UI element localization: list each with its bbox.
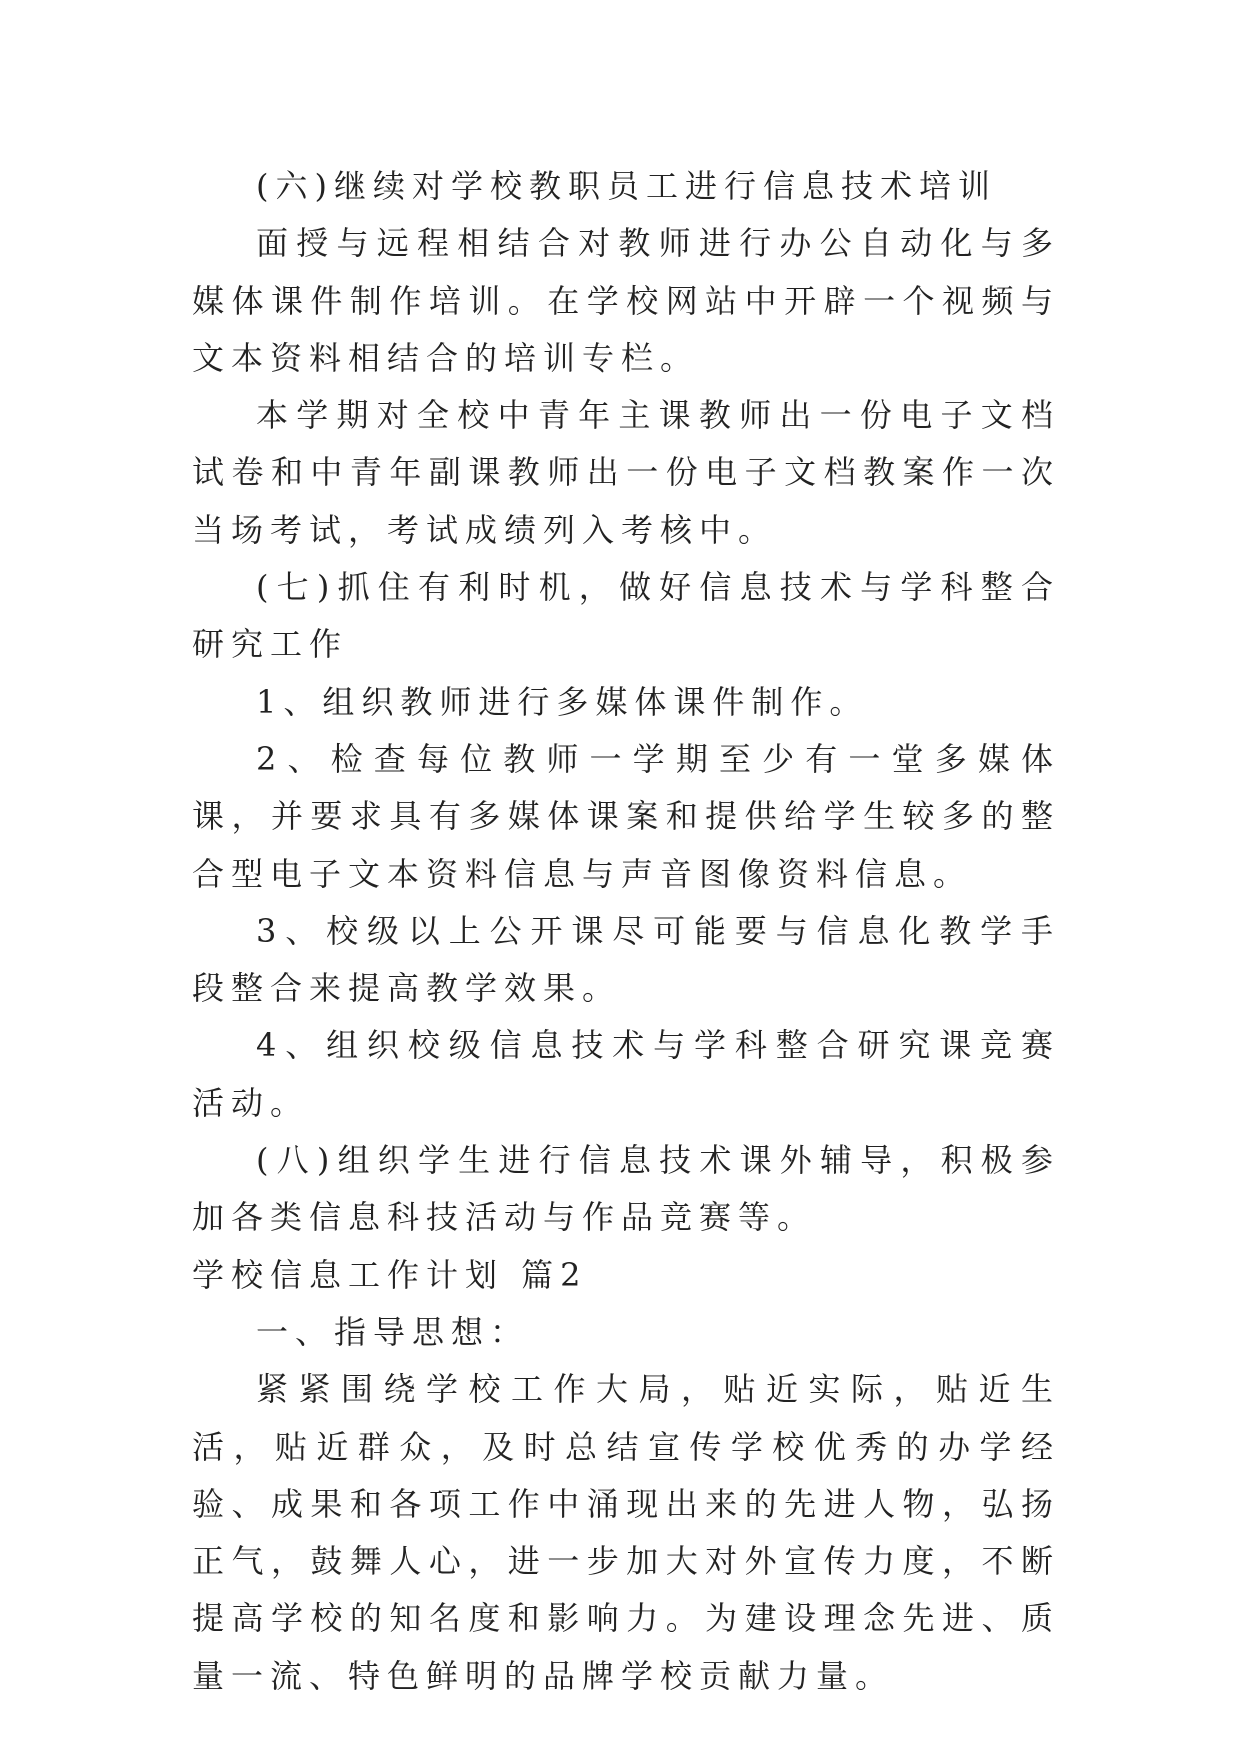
section-heading-6: (六)继续对学校教职员工进行信息技术培训 [256, 167, 997, 205]
section-heading-7: (七)抓住有利时机，做好信息技术与学科整合研究工作 [192, 568, 1060, 664]
list-item: 3、校级以上公开课尽可能要与信息化教学手段整合来提高教学效果。 [192, 911, 1060, 1008]
list-item: 4、组织校级信息技术与学科整合研究课竞赛活动。 [192, 1026, 1060, 1122]
section-heading-8: (八)组织学生进行信息技术课外辅导，积极参加各类信息科技活动与作品竞赛等。 [192, 1141, 1060, 1237]
section-heading-guiding-thought: 一、指导思想： [256, 1312, 530, 1351]
list-item: 2、检查每位教师一学期至少有一堂多媒体课，并要求具有多媒体课案和提供给学生较多的整合型电子文本资料信息与声音图像资料信息。 [192, 739, 1060, 893]
article-title: 学校信息工作计划 篇2 [192, 1255, 588, 1294]
document-body [192, 158, 1060, 1705]
list-item: 1、组织教师进行多媒体课件制作。 [256, 682, 869, 721]
body-paragraph: 面授与远程相结合对教师进行办公自动化与多媒体课件制作培训。在学校网站中开辟一个视频与文本资料相结合的培训专栏。 [192, 224, 1060, 377]
body-paragraph: 紧紧围绕学校工作大局，贴近实际，贴近生活，贴近群众，及时总结宣传学校优秀的办学经验、成果和各项工作中涌现出来的先进人物，弘扬正气，鼓舞人心，进一步加大对外宣传力度，不断提高学校的知名度和影响力。为建设理念先进、质量一流、特色鲜明的品牌学校贡献力量。 [192, 1370, 1060, 1695]
body-paragraph: 本学期对全校中青年主课教师出一份电子文档试卷和中青年副课教师出一份电子文档教案作一次当场考试，考试成绩列入考核中。 [192, 396, 1060, 549]
